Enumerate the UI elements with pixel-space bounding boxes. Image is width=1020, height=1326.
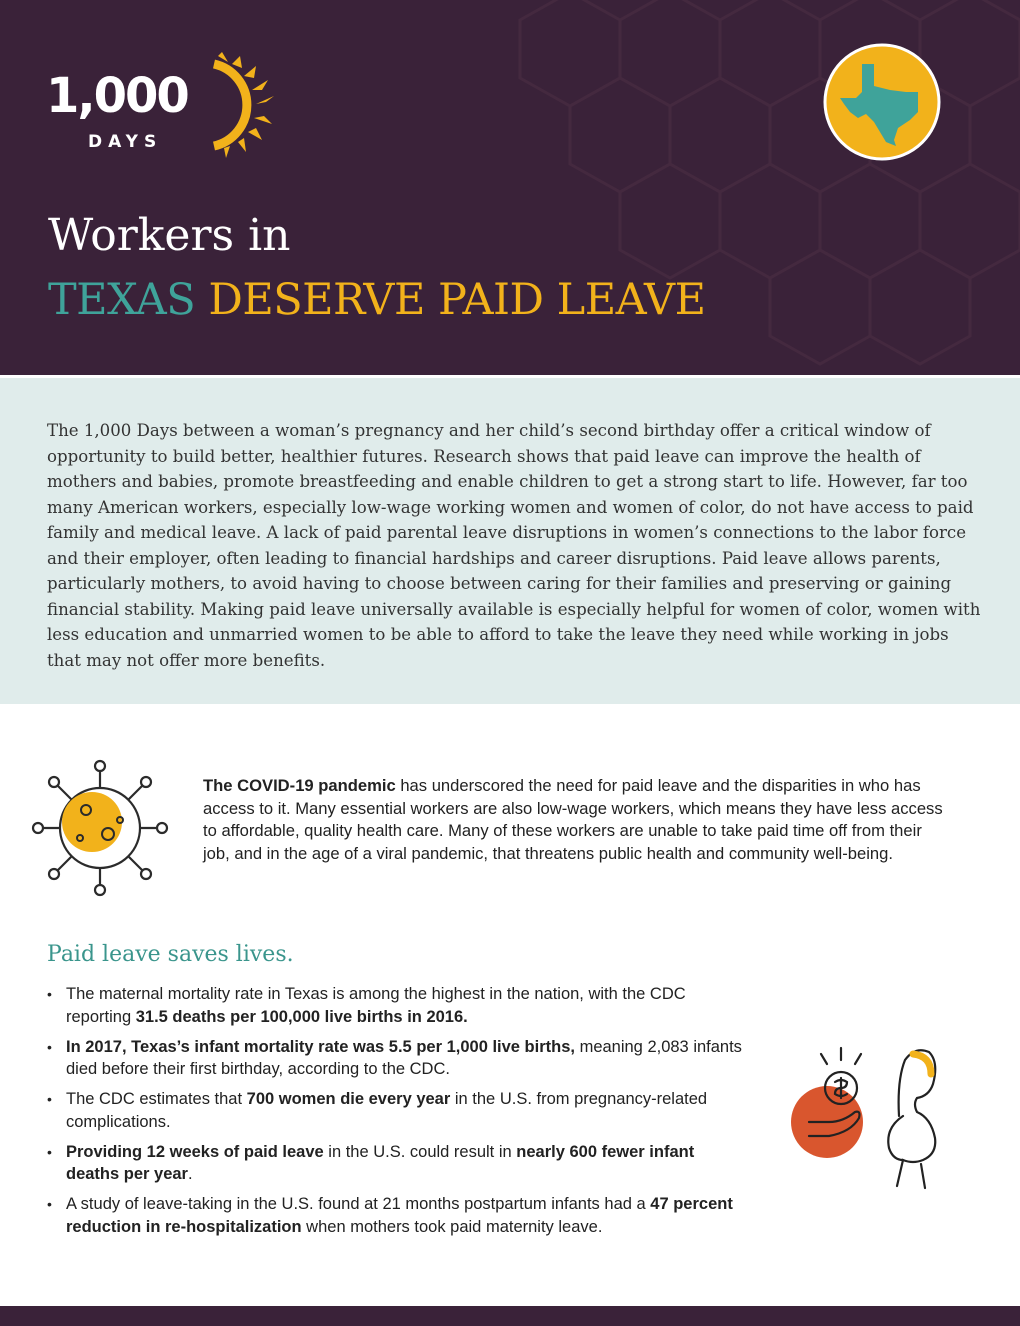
title-line-2 — [48, 275, 705, 325]
covid-rest: has underscored the need for paid leave and the disparities in who has access to it. Many essential workers are also low-wage workers, which means they have less access to affordable, quality health care. Many of these workers are unable to take paid time off from their job, and in the age of a viral pandemic, that threatens public health and community well-being. — [203, 776, 943, 863]
logo-word: DAYS — [88, 132, 163, 152]
intro-panel — [0, 378, 1020, 704]
footer-bar — [0, 1306, 1020, 1326]
intro-paragraph: The 1,000 Days between a woman’s pregnancy and her child’s second birthday offer a critical window of opportunity to build better, healthier futures. Research shows that paid leave can improve the health of mothers and babies, promote breastfeeding and enable children to get a strong start to life. However, far too many American workers, especially low-wage working women and women of color, do not have access to paid family and medical leave. A lack of paid parental leave disruptions in women’s connections to the labor force and their employer, often leading to financial hardships and career disruptions. Paid leave allows parents, particularly mothers, to avoid having to choose between caring for their families and preserving or gaining financial stability. Making paid leave universally available is especially helpful for women of color, women with less education and unmarried women to be able to afford to take the leave they need while working in jobs that may not offer more benefits. — [47, 421, 981, 670]
title-state: TEXAS — [48, 275, 196, 325]
facts-list — [47, 983, 747, 1246]
logo-number: 1,000 — [46, 68, 188, 124]
covid-bold-lead: The COVID-19 pandemic — [203, 776, 396, 795]
list-item: • Providing 12 weeks of paid leave in the U.S. could result in nearly 600 fewer infant deaths per year. — [47, 1141, 747, 1186]
texas-map-icon — [822, 42, 942, 162]
virus-icon — [30, 758, 170, 898]
section-heading: Paid leave saves lives. — [47, 942, 294, 967]
header-banner — [0, 0, 1020, 375]
list-item: • In 2017, Texas’s infant mortality rate was 5.5 per 1,000 live births, meaning 2,083 infants died before their first birthday, according to the CDC. — [47, 1036, 747, 1081]
brand-logo — [44, 52, 274, 162]
sun-icon — [184, 52, 276, 158]
list-item: • The CDC estimates that 700 women die every year in the U.S. from pregnancy-related complications. — [47, 1088, 747, 1133]
covid-paragraph — [203, 775, 943, 865]
list-item: • A study of leave-taking in the U.S. found at 21 months postpartum infants had a 47 percent reduction in re-hospitalization when mothers took paid maternity leave. — [47, 1193, 747, 1238]
pregnant-mother-money-icon — [785, 1040, 950, 1190]
list-item: • The maternal mortality rate in Texas is among the highest in the nation, with the CDC reporting 31.5 deaths per 100,000 live births in 2016. — [47, 983, 747, 1028]
title-line-1: Workers in — [48, 210, 291, 261]
title-rest: DESERVE PAID LEAVE — [208, 275, 706, 325]
